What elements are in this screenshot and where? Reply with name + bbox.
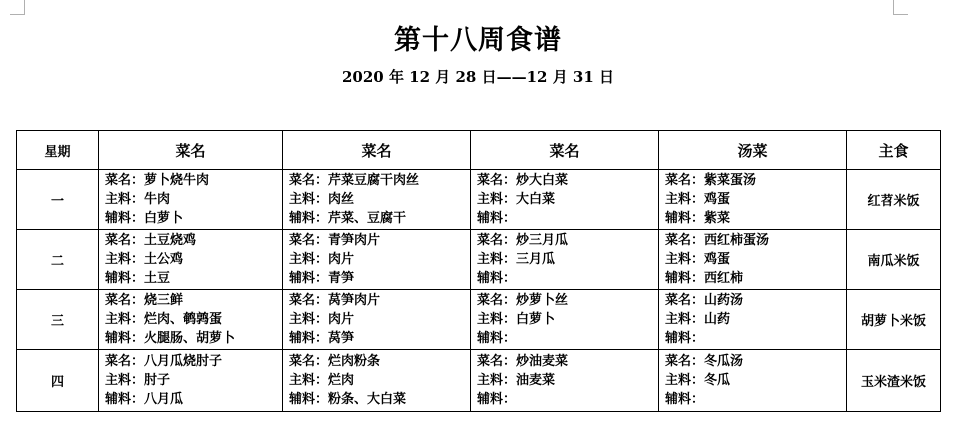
page-title: 第十八周食谱 (394, 25, 562, 56)
staple-cell: 红苕米饭 (847, 170, 941, 230)
dish-cell (471, 290, 659, 350)
dish-name: 菜名：炒三月瓜 (477, 233, 569, 248)
side-ingredient: 辅料：青笋 (289, 271, 355, 286)
dish-name: 菜名：烧三鲜 (105, 293, 184, 308)
staple-cell: 南瓜米饭 (847, 230, 941, 290)
dish-name: 菜名：芹菜豆腐干肉丝 (289, 173, 420, 188)
table-header-row (17, 131, 941, 170)
table-row (17, 350, 941, 412)
table-row (17, 230, 941, 290)
side-ingredient: 辅料： (477, 331, 517, 346)
main-ingredient: 主料：牛肉 (105, 192, 171, 207)
side-ingredient: 辅料： (477, 392, 517, 407)
dish-cell (283, 290, 471, 350)
dish-name: 菜名：烂肉粉条 (289, 354, 381, 369)
main-ingredient: 主料：肘子 (105, 373, 171, 388)
side-ingredient: 辅料：莴笋 (289, 331, 355, 346)
main-ingredient: 主料：肉片 (289, 252, 355, 267)
dish-name: 菜名：八月瓜烧肘子 (105, 354, 223, 369)
dish-name: 菜名：炒萝卜丝 (477, 293, 569, 308)
main-ingredient: 主料：肉片 (289, 312, 355, 327)
dish-name: 菜名：山药汤 (665, 293, 744, 308)
dish-name: 菜名：西红柿蛋汤 (665, 233, 770, 248)
main-ingredient: 主料：大白菜 (477, 192, 556, 207)
dish-name: 菜名：炒油麦菜 (477, 354, 569, 369)
header-weekday: 星期 (17, 131, 99, 170)
soup-cell (659, 170, 847, 230)
side-ingredient: 辅料：西红柿 (665, 271, 744, 286)
dish-cell (471, 230, 659, 290)
weekday-cell: 四 (17, 350, 99, 412)
header-soup: 汤菜 (659, 131, 847, 170)
weekday-cell: 二 (17, 230, 99, 290)
main-ingredient: 主料：肉丝 (289, 192, 355, 207)
dish-name: 菜名：萝卜烧牛肉 (105, 173, 210, 188)
soup-cell (659, 290, 847, 350)
dish-name: 菜名：炒大白菜 (477, 173, 569, 188)
soup-cell (659, 230, 847, 290)
header-dish-1: 菜名 (99, 131, 283, 170)
side-ingredient: 辅料：芹菜、豆腐干 (289, 211, 407, 226)
dish-cell (471, 350, 659, 412)
dish-cell (99, 170, 283, 230)
dish-cell (283, 230, 471, 290)
staple-cell: 胡萝卜米饭 (847, 290, 941, 350)
page-corner-mark-left (10, 0, 25, 15)
dish-name: 菜名：青笋肉片 (289, 233, 381, 248)
main-ingredient: 主料：鸡蛋 (665, 192, 731, 207)
dish-name: 菜名：土豆烧鸡 (105, 233, 197, 248)
main-ingredient: 主料：烂肉、鹌鹑蛋 (105, 312, 223, 327)
main-ingredient: 主料：三月瓜 (477, 252, 556, 267)
weekday-cell: 三 (17, 290, 99, 350)
main-ingredient: 主料：土公鸡 (105, 252, 184, 267)
side-ingredient: 辅料： (665, 392, 705, 407)
dish-cell (99, 230, 283, 290)
date-range: 2020 年 12 月 28 日——12 月 31 日 (341, 68, 615, 86)
main-ingredient: 主料：冬瓜 (665, 373, 731, 388)
dish-cell (283, 170, 471, 230)
main-ingredient: 主料：鸡蛋 (665, 252, 731, 267)
dish-cell (99, 350, 283, 412)
dish-name: 菜名：冬瓜汤 (665, 354, 744, 369)
side-ingredient: 辅料： (477, 271, 517, 286)
side-ingredient: 辅料：土豆 (105, 271, 171, 286)
dish-cell (99, 290, 283, 350)
dish-cell (471, 170, 659, 230)
page-corner-mark-right (893, 0, 908, 15)
menu-table (16, 130, 941, 412)
main-ingredient: 主料：山药 (665, 312, 731, 327)
header-staple: 主食 (847, 131, 941, 170)
staple-cell: 玉米渣米饭 (847, 350, 941, 412)
main-ingredient: 主料：烂肉 (289, 373, 355, 388)
side-ingredient: 辅料：粉条、大白菜 (289, 392, 407, 407)
table-row (17, 170, 941, 230)
side-ingredient: 辅料： (477, 211, 517, 226)
main-ingredient: 主料：油麦菜 (477, 373, 556, 388)
side-ingredient: 辅料：火腿肠、胡萝卜 (105, 331, 236, 346)
side-ingredient: 辅料：紫菜 (665, 211, 731, 226)
side-ingredient: 辅料：白萝卜 (105, 211, 184, 226)
main-ingredient: 主料：白萝卜 (477, 312, 556, 327)
weekday-cell: 一 (17, 170, 99, 230)
dish-name: 菜名：紫菜蛋汤 (665, 173, 757, 188)
side-ingredient: 辅料： (665, 331, 705, 346)
header-dish-3: 菜名 (471, 131, 659, 170)
dish-name: 菜名：莴笋肉片 (289, 293, 381, 308)
table-row (17, 290, 941, 350)
dish-cell (283, 350, 471, 412)
header-dish-2: 菜名 (283, 131, 471, 170)
soup-cell (659, 350, 847, 412)
side-ingredient: 辅料：八月瓜 (105, 392, 184, 407)
